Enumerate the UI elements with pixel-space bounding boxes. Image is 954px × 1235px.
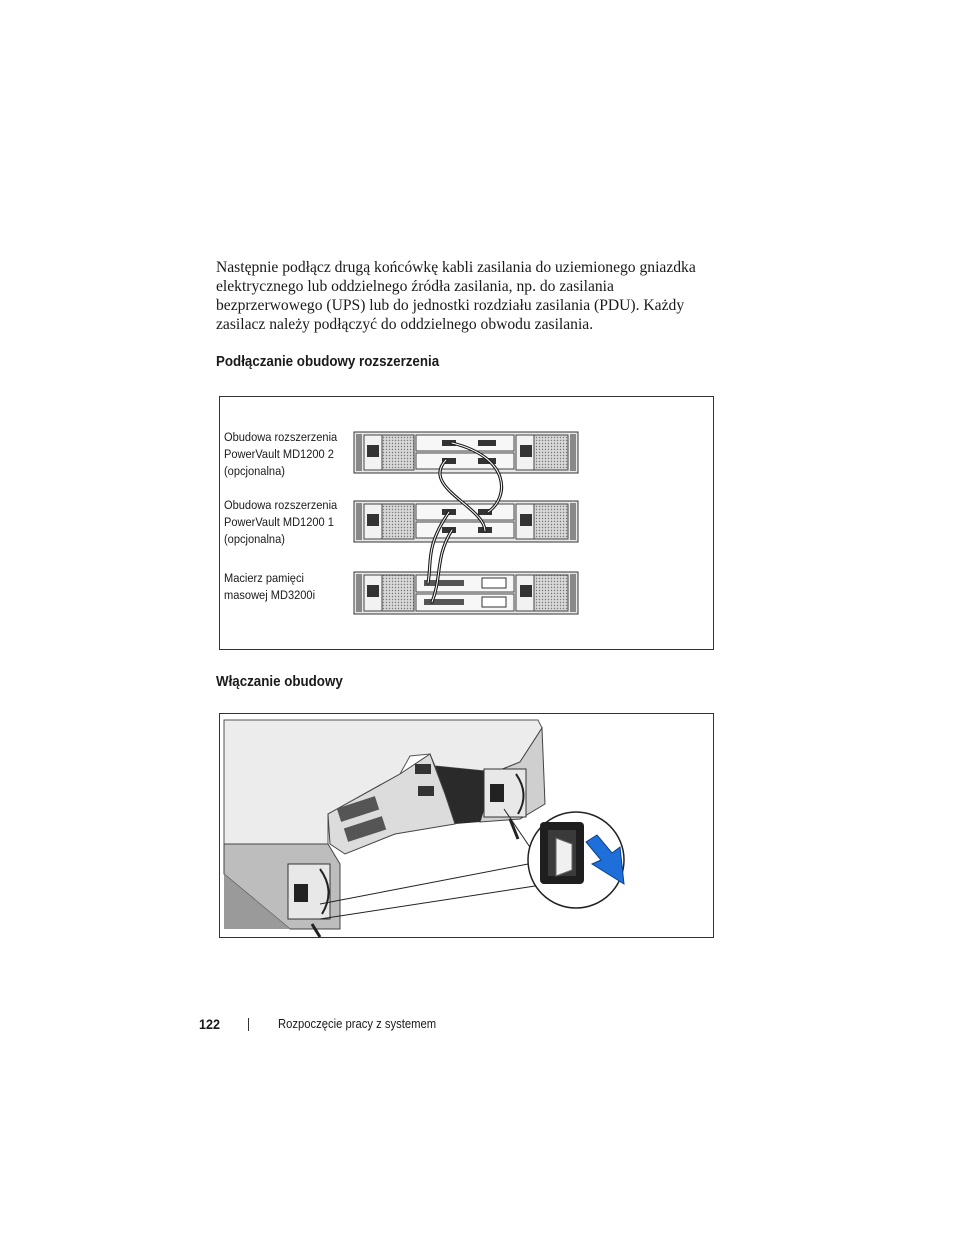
section-heading-power-on: Włączanie obudowy (216, 674, 343, 690)
section-heading-expansion: Podłączanie obudowy rozszerzenia (216, 354, 440, 370)
footer-title: Rozpoczęcie pracy z systemem (278, 1017, 437, 1031)
intro-paragraph (216, 258, 716, 334)
expansion-cabling-figure (219, 396, 714, 650)
intro-line: zasilacz należy podłączyć do oddzielnego obwodu zasilania. (216, 316, 594, 333)
md1200-2-enclosure (354, 432, 578, 473)
power-on-figure (219, 713, 714, 938)
footer-divider (248, 1018, 249, 1031)
enclosure-rack-illustration (220, 397, 713, 649)
intro-line: elektrycznego lub oddzielnego źródła zasilania, np. do zasilania (216, 278, 614, 295)
md3200i-enclosure (354, 572, 578, 614)
page-number: 122 (199, 1016, 221, 1032)
label-md1200-2: Obudowa rozszerzenia PowerVault MD1200 2 (opcjonalna) (224, 430, 338, 478)
label-md3200i: Macierz pamięci masowej MD3200i (224, 571, 316, 602)
intro-line: bezprzerwowego (UPS) lub do jednostki rozdziału zasilania (PDU). Każdy (216, 297, 685, 314)
intro-line: Następnie podłącz drugą końcówkę kabli zasilania do uziemionego gniazdka (216, 259, 696, 276)
label-md1200-1: Obudowa rozszerzenia PowerVault MD1200 1 (opcjonalna) (224, 498, 338, 546)
power-switch-illustration (220, 714, 713, 937)
